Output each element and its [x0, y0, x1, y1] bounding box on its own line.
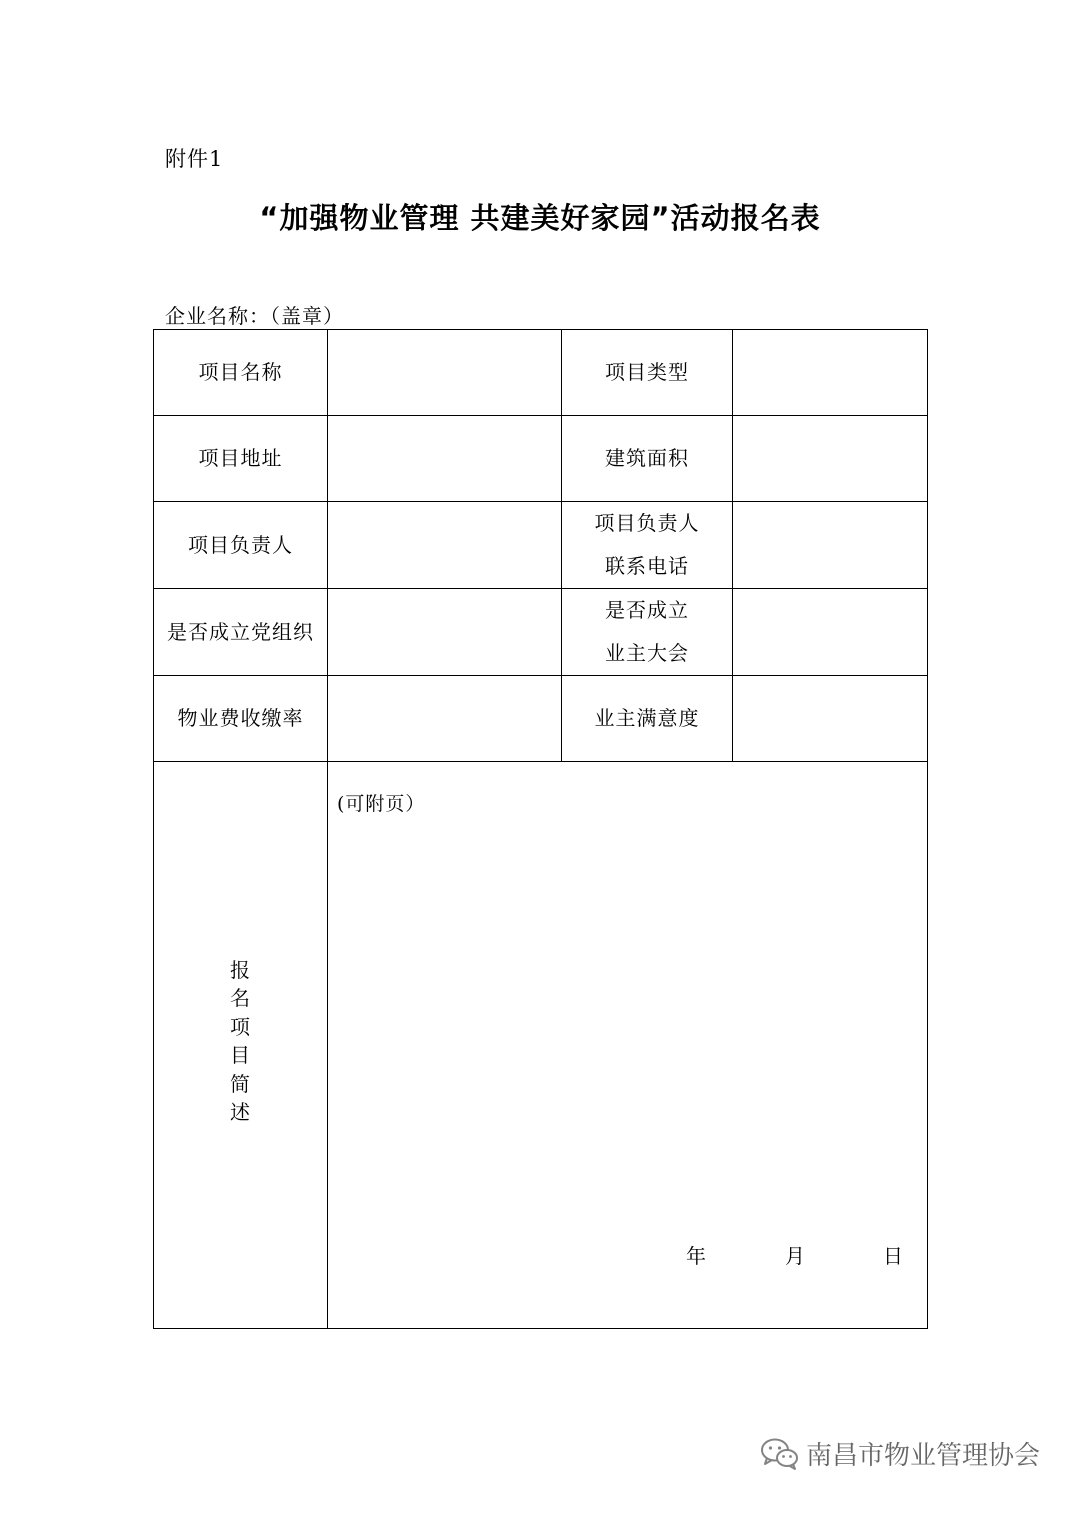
company-name-line: 企业名称：（盖章）	[165, 304, 344, 328]
form-row	[154, 416, 928, 502]
label-project-description	[154, 762, 328, 1329]
label-project-type	[562, 330, 733, 416]
input-project-address[interactable]	[328, 416, 562, 502]
label-line: 联系电话	[605, 554, 689, 578]
label-fee-collection-rate: 物业费收缴率	[154, 676, 328, 762]
date-day: 日	[883, 1244, 904, 1268]
form-row	[154, 502, 928, 589]
label-building-area	[562, 416, 733, 502]
label-owner-satisfaction	[562, 676, 733, 762]
date-year: 年	[686, 1244, 707, 1268]
form-row	[154, 589, 928, 676]
input-project-type[interactable]	[733, 330, 928, 416]
watermark	[760, 1435, 1040, 1472]
input-owners-assembly[interactable]	[733, 589, 928, 676]
input-project-description[interactable]	[328, 762, 928, 1329]
label-project-manager: 项目负责人	[154, 502, 328, 589]
description-row	[154, 762, 928, 1329]
date-month: 月	[785, 1244, 806, 1268]
wechat-icon	[760, 1437, 800, 1471]
label-line: 项目负责人	[594, 511, 700, 535]
input-building-area[interactable]	[733, 416, 928, 502]
input-project-name[interactable]	[328, 330, 562, 416]
form-row	[154, 676, 928, 762]
input-manager-phone[interactable]	[733, 502, 928, 589]
attach-note: (可附页）	[337, 793, 426, 815]
form-row	[154, 330, 928, 416]
attachment-label: 附件1	[165, 147, 224, 171]
label-line: 业主大会	[605, 641, 689, 665]
label-line: 建筑面积	[605, 446, 689, 470]
label-manager-phone	[562, 502, 733, 589]
registration-form-table	[153, 329, 928, 1329]
input-fee-collection-rate[interactable]	[328, 676, 562, 762]
label-line: 业主满意度	[594, 706, 700, 730]
input-project-manager[interactable]	[328, 502, 562, 589]
page-title: “加强物业管理 共建美好家园”活动报名表	[259, 201, 821, 235]
label-project-name: 项目名称	[154, 330, 328, 416]
vertical-label: 报名项目简述	[230, 957, 251, 1125]
input-owner-satisfaction[interactable]	[733, 676, 928, 762]
label-line: 项目类型	[605, 360, 689, 384]
label-owners-assembly	[562, 589, 733, 676]
watermark-text: 南昌市物业管理协会	[806, 1441, 1041, 1471]
input-party-organization[interactable]	[328, 589, 562, 676]
label-project-address: 项目地址	[154, 416, 328, 502]
label-line: 是否成立	[605, 598, 689, 622]
label-party-organization: 是否成立党组织	[154, 589, 328, 676]
